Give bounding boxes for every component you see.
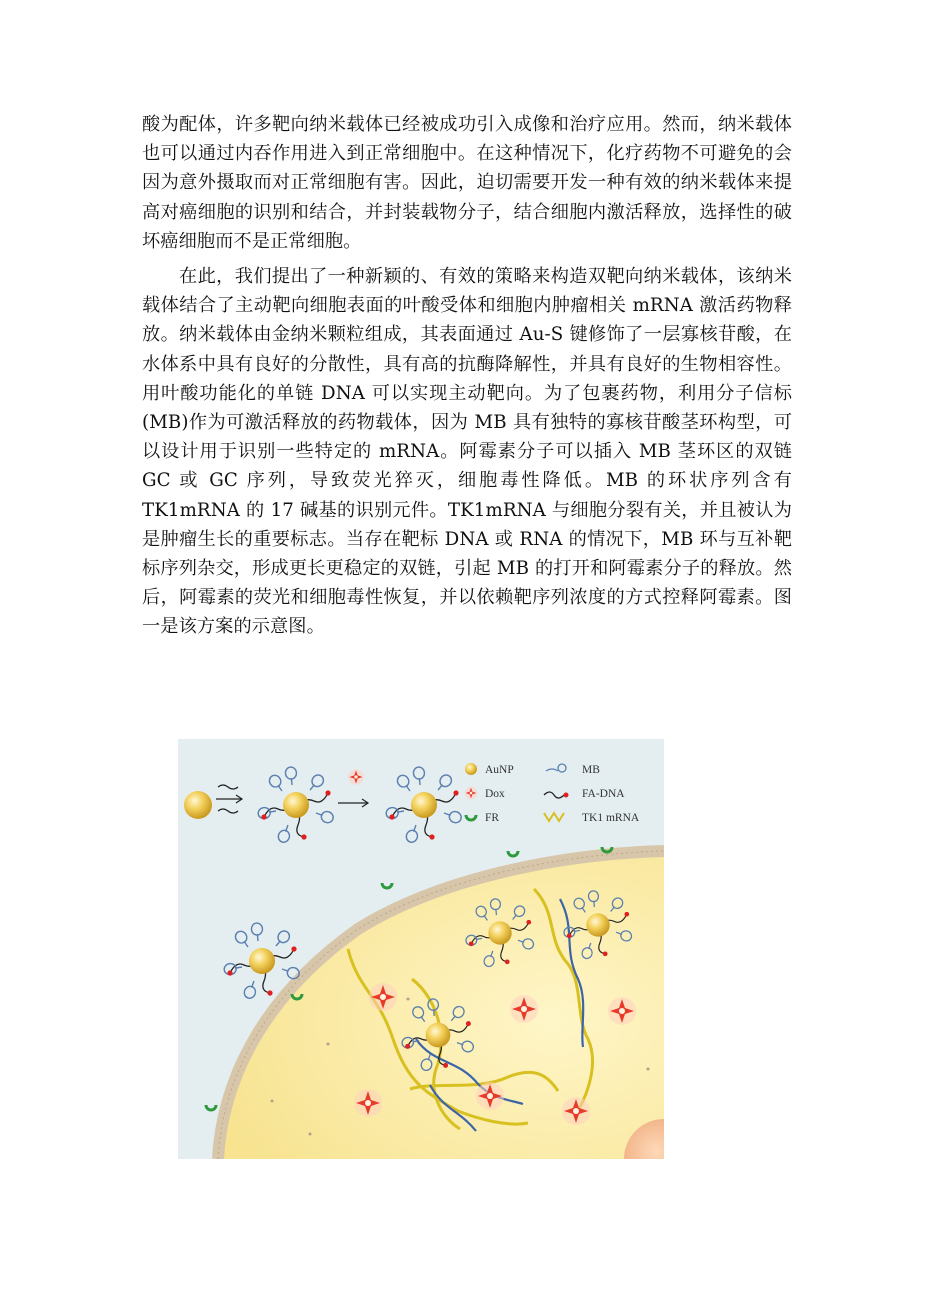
- legend-fr: FR: [485, 812, 500, 824]
- legend-tk1-mrna: TK1 mRNA: [582, 812, 640, 824]
- legend-mb: MB: [582, 764, 600, 776]
- legend-fa-dna: FA-DNA: [582, 788, 625, 800]
- legend-dox: Dox: [485, 788, 505, 800]
- schematic-illustration: [178, 739, 664, 1159]
- legend-aunp: AuNP: [485, 764, 514, 776]
- paragraph-2: 在此，我们提出了一种新颖的、有效的策略来构造双靶向纳米载体，该纳米载体结合了主动靶向细胞表面的叶酸受体和细胞内肿瘤相关 mRNA 激活药物释放。纳米载体由金纳米颗粒组成，其表面通过 Au-S 键修饰了一层寡核苷酸，在水体系中具有良好的分散性，具有高的抗酶降解性，并具有良好的生物相容性。用叶酸功能化的单链 DNA 可以实现主动靶向。为了包裹药物，利用分子信标(MB)作为可激活释放的药物载体，因为 MB 具有独特的寡核苷酸茎环构型，可以设计用于识别一些特定的 mRNA。阿霉素分子可以插入 MB 茎环区的双链 GC 或 GC 序列，导致荧光猝灭，细胞毒性降低。MB 的环状序列含有 TK1mRNA 的 17 碱基的识别元件。TK1mRNA 与细胞分裂有关，并且被认为是肿瘤生长的重要标志。当存在靶标 DNA 或 RNA 的情况下，MB 环与互补靶标序列杂交，形成更长更稳定的双链，引起 MB 的打开和阿霉素分子的释放。然后，阿霉素的荧光和细胞毒性恢复，并以依赖靶序列浓度的方式控释阿霉素。图一是该方案的示意图。: [142, 266, 792, 638]
- figure-1-schematic: [178, 739, 664, 1159]
- document-body: [142, 110, 792, 642]
- paragraph-1: 酸为配体，许多靶向纳米载体已经被成功引入成像和治疗应用。然而，纳米载体也可以通过内吞作用进入到正常细胞中。在这种情况下，化疗药物不可避免的会因为意外摄取而对正常细胞有害。因此，迫切需要开发一种有效的纳米载体来提高对癌细胞的识别和结合，并封装载物分子，结合细胞内激活释放，选择性的破坏癌细胞而不是正常细胞。: [142, 114, 792, 252]
- bare-aunp: [184, 791, 212, 819]
